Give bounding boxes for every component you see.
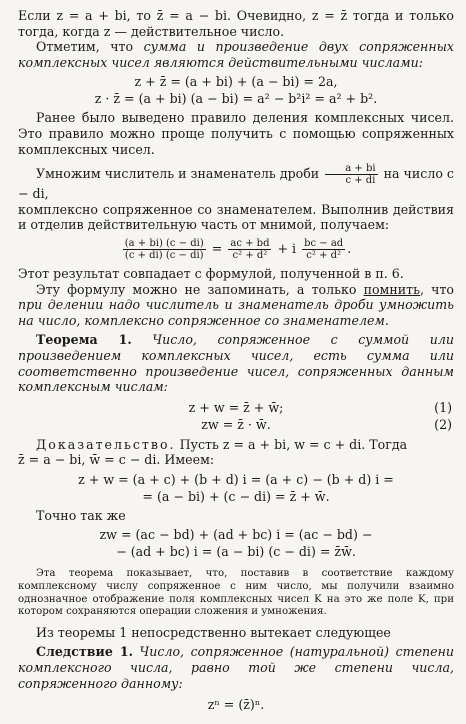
theorem-text: Число, сопряженное с суммой или произведением комплексных чисел, есть сумма или соответственно произведение чисел, сопряженных данным комплексным числам: <box>18 332 454 395</box>
paragraph-similarly: Точно так же <box>36 507 126 523</box>
formula-line: z + w = (a + c) + (b + d) i = (a + c) − (b + d) i = <box>78 471 394 487</box>
equation-2 <box>18 416 454 433</box>
fraction-denominator: c + di <box>345 175 376 187</box>
fraction-numerator: bc − ad <box>304 237 344 249</box>
formula-proof-sum <box>18 471 454 505</box>
equals-sign: = <box>211 240 223 256</box>
formula-proof-product <box>18 526 454 560</box>
fraction-numerator: (a + bi) (c − di) <box>124 237 204 249</box>
equation-body: zw = z̄ · w̄. <box>201 416 271 432</box>
proof-start <box>18 437 454 453</box>
formula-line: − (ad + bc) i = (a − bi) (c − di) = z̄w̄. <box>116 544 356 560</box>
italic-rule: при делении надо числитель и знаменатель дроби умножить на число, комплексно сопряженное со знаменателем. <box>18 297 454 328</box>
paragraph-remember <box>18 282 454 329</box>
formula-division <box>18 238 454 261</box>
fraction <box>228 238 271 261</box>
text-fragment: Умножим числитель и знаменатель дроби <box>36 166 320 182</box>
equation-body: z + w = z̄ + w̄; <box>188 399 284 415</box>
fraction <box>325 163 377 186</box>
text-fragment: на число c − di, <box>18 166 454 202</box>
formula-power: zⁿ = (z̄)ⁿ. <box>207 697 265 713</box>
proof-line-2: z̄ = a − bi, w̄ = c − di. Имеем: <box>18 452 215 468</box>
equation-number: (1) <box>434 399 452 415</box>
paragraph-conjugate: комплексно сопряженное со знаменателем. Выполнив действия и отделив действительную часть от мнимой, получаем: <box>18 201 454 233</box>
corollary-label: Следствие 1. <box>36 644 133 660</box>
paragraph-sum-product <box>18 39 454 70</box>
proof-label: Доказательство. <box>36 436 176 452</box>
formula-block <box>18 73 454 107</box>
underlined-word: помнить <box>363 281 420 297</box>
paragraph-definition: Если z = a + bi, то z̄ = a − bi. Очевидно, z = z̄ тогда и только тогда, когда z — действительное число. <box>18 8 454 39</box>
paragraph-corollary-intro: Из теоремы 1 непосредственно вытекает следующее <box>36 624 391 640</box>
equation-1 <box>18 399 454 416</box>
text-fragment: Отметим, что <box>36 39 144 55</box>
text-fragment: Пусть z = a + bi, w = c + di. Тогда <box>179 436 408 452</box>
corollary-text: Число, сопряженное (натуральной) степени комплексного числа, равно той же степени числа, сопряженного данному: <box>18 644 454 691</box>
formula-product: z · z̄ = (a + bi) (a − bi) = a² − b²i² = a² + b². <box>94 91 378 107</box>
theorem-label: Теорема 1. <box>36 332 132 348</box>
fraction-denominator: c² + d² <box>306 249 342 261</box>
paragraph-division-rule: Ранее было выведено правило деления комплексных чисел. Это правило можно проще получить с помощью сопряженных комплексных чисел. <box>18 110 454 157</box>
fraction <box>302 238 345 261</box>
corollary-1 <box>18 644 454 691</box>
paragraph-multiply <box>18 163 454 202</box>
equation-number: (2) <box>434 416 452 432</box>
formula-sum: z + z̄ = (a + bi) + (a − bi) = 2a, <box>134 74 338 90</box>
fraction-denominator: c² + d² <box>232 249 268 261</box>
text-fragment: Эту формулу можно не запоминать, а только <box>36 281 364 297</box>
remark-small-print: Эта теорема показывает, что, поставив в соответствие каждому комплексному числу сопряженное с ним число, мы получили взаимно однозначное отображение поля комплексных чисел K на это же поле K, при котором сохраняются операции сложения и умножения. <box>18 568 454 618</box>
fraction <box>123 238 206 261</box>
italic-statement: сумма и произведение двух сопряженных комплексных чисел являются действительными числами: <box>18 39 454 70</box>
theorem-1 <box>18 332 454 394</box>
period: . <box>347 240 352 256</box>
fraction-denominator: (c + di) (c − di) <box>124 249 204 261</box>
paragraph-result: Этот результат совпадает с формулой, полученной в п. 6. <box>18 265 404 281</box>
fraction-numerator: ac + bd <box>230 237 270 249</box>
formula-line: zw = (ac − bd) + (ad + bc) i = (ac − bd) − <box>99 527 373 543</box>
fraction-numerator: a + bi <box>325 163 377 175</box>
plus-i: + i <box>277 240 297 256</box>
text-fragment: , что <box>419 281 454 297</box>
formula-line: = (a − bi) + (c − di) = z̄ + w̄. <box>142 488 330 504</box>
